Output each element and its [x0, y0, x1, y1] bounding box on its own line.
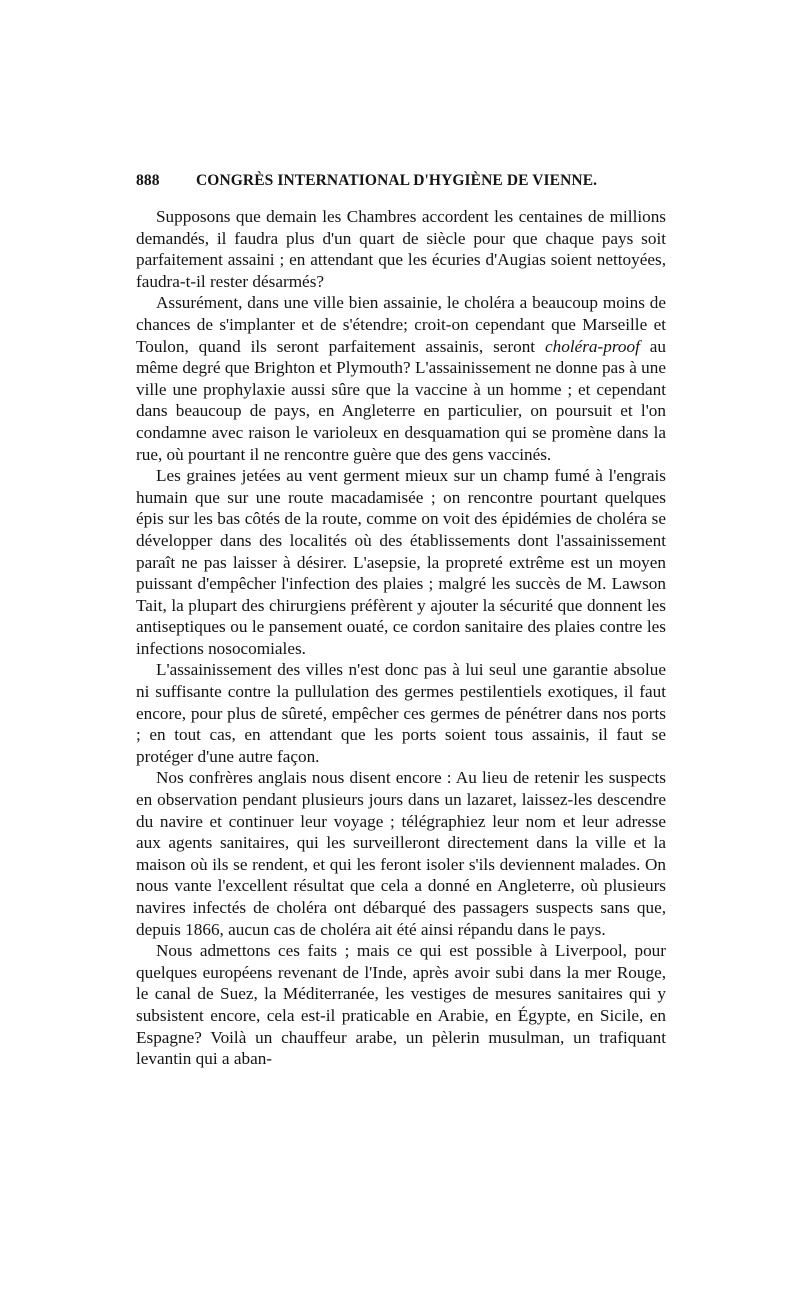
running-head	[136, 172, 666, 198]
running-title: CONGRÈS INTERNATIONAL D'HYGIÈNE DE VIENNE.	[196, 172, 598, 189]
paragraph: Nous admettons ces faits ; mais ce qui est possible à Liverpool, pour quelques européens revenant de l'Inde, après avoir subi dans la mer Rouge, le canal de Suez, la Méditerranée, les vestiges de mesures sanitaires qui y subsistent encore, cela est-il praticable en Arabie, en Égypte, en Sicile, en Espagne? Voilà un chauffeur arabe, un pèlerin musulman, un trafiquant levantin qui a aban-	[136, 941, 666, 1069]
paragraph-text: au même degré que Brighton et Plymouth? L'assainissement ne donne pas à une ville une prophylaxie aussi sûre que la vaccine à un homme ; et cependant dans beaucoup de pays, en Angleterre en particulier, on poursuit et l'on condamne avec raison le varioleux en desquamation qui se promène dans la rue, où pourtant il ne rencontre guère que des gens vaccinés.	[136, 336, 666, 464]
paragraph	[136, 292, 666, 465]
paragraph: Les graines jetées au vent germent mieux sur un champ fumé à l'engrais humain que sur une route macadamisée ; on rencontre pourtant quelques épis sur les bas côtés de la route, comme on voit des épidémies de choléra se développer dans des localités où des établissements dont l'assainissement paraît ne pas laisser à désirer. L'asepsie, la propreté extrême est un moyen puissant d'empêcher l'infection des plaies ; malgré les succès de M. Lawson Tait, la plupart des chirurgiens préfèrent y ajouter la sécurité que donnent les antiseptiques ou le pansement ouaté, ce cordon sanitaire des plaies contre les infections nosocomiales.	[136, 466, 666, 658]
italic-term: choléra-proof	[545, 336, 640, 356]
book-page	[136, 172, 666, 1070]
paragraph: Supposons que demain les Chambres accordent les centaines de millions demandés, il faudra plus d'un quart de siècle pour que chaque pays soit parfaitement assaini ; en attendant que les écuries d'Augias soient nettoyées, faudra-t-il rester désarmés?	[136, 207, 666, 291]
paragraph: Nos confrères anglais nous disent encore : Au lieu de retenir les suspects en observation pendant plusieurs jours dans un lazaret, laissez-les descendre du navire et continuer leur voyage ; télégraphiez leur nom et leur adresse aux agents sanitaires, qui les surveilleront directement dans la ville et la maison où ils se rendent, et qui les feront isoler s'ils deviennent malades. On nous vante l'excellent résultat que cela a donné en Angleterre, où plusieurs navires infectés de choléra ont débarqué des passagers suspects sans que, depuis 1866, aucun cas de choléra ait été ainsi répandu dans le pays.	[136, 768, 666, 939]
page-number: 888	[136, 172, 160, 189]
paragraph: L'assainissement des villes n'est donc pas à lui seul une garantie absolue ni suffisante contre la pullulation des germes pestilentiels exotiques, il faut encore, pour plus de sûreté, empêcher ces germes de pénétrer dans nos ports ; en tout cas, en attendant que les ports soient tous assainis, il faut se protéger d'une autre façon.	[136, 660, 666, 766]
paragraph-text: Assurément, dans une ville bien assainie, le choléra a beaucoup moins de chances de s'implanter et de s'étendre; croit-on cependant que Marseille et Toulon, quand ils seront parfaitement assainis, seront	[136, 293, 666, 356]
text-body	[136, 206, 666, 1070]
